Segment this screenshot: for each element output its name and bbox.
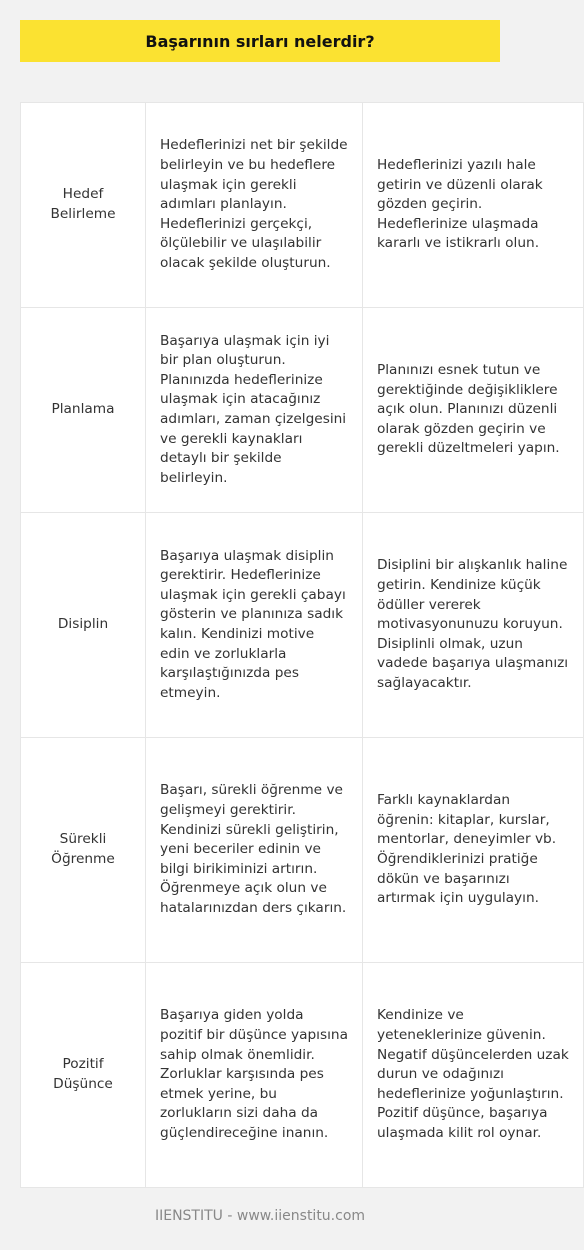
description-cell: Başarı, sürekli öğrenme ve gelişmeyi gerektirir. Kendinizi sürekli geliştirin, yeni beceriler edinin ve bilgi birikiminizi artırın. Öğrenmeye açık olun ve hatalarınızdan ders çıkarın. xyxy=(146,738,363,963)
tip-cell: Hedeflerinizi yazılı hale getirin ve düzenli olarak gözden geçirin. Hedeflerinize ulaşmada kararlı ve istikrarlı olun. xyxy=(363,103,584,308)
page-title: Başarının sırları nelerdir? xyxy=(145,31,375,51)
tip-cell: Kendinize ve yeteneklerinize güvenin. Negatif düşüncelerden uzak durun ve odağınızı hedeflerinize yoğunlaştırın. Pozitif düşünce, başarıya ulaşmada kilit rol oynar. xyxy=(363,963,584,1188)
topic-cell: Disiplin xyxy=(21,513,146,738)
tip-cell: Disiplini bir alışkanlık haline getirin. Kendinize küçük ödüller vererek motivasyonunuzu koruyun. Disiplinli olmak, uzun vadede başarıya ulaşmanızı sağlayacaktır. xyxy=(363,513,584,738)
description-cell: Hedeflerinizi net bir şekilde belirleyin ve bu hedeflere ulaşmak için gerekli adımları planlayın. Hedeflerinizi gerçekçi, ölçülebilir ve ulaşılabilir olacak şekilde oluşturun. xyxy=(146,103,363,308)
table-row xyxy=(21,308,584,513)
table-row xyxy=(21,963,584,1188)
tip-cell: Farklı kaynaklardan öğrenin: kitaplar, kurslar, mentorlar, deneyimler vb. Öğrendiklerinizi pratiğe dökün ve başarınızı artırmak için uygulayın. xyxy=(363,738,584,963)
table-row xyxy=(21,103,584,308)
description-cell: Başarıya ulaşmak için iyi bir plan oluşturun. Planınızda hedeflerinize ulaşmak için atacağınız adımları, zaman çizelgesini ve gerekli kaynakları detaylı bir şekilde belirleyin. xyxy=(146,308,363,513)
topic-cell: Hedef Belirleme xyxy=(21,103,146,308)
footer-credit: IIENSTITU - www.iienstitu.com xyxy=(154,1208,366,1224)
topic-cell: Sürekli Öğrenme xyxy=(21,738,146,963)
table-row xyxy=(21,738,584,963)
success-secrets-table xyxy=(20,102,584,1188)
tip-cell: Planınızı esnek tutun ve gerektiğinde değişikliklere açık olun. Planınızı düzenli olarak gözden geçirin ve gerekli düzeltmeleri yapın. xyxy=(363,308,584,513)
description-cell: Başarıya ulaşmak disiplin gerektirir. Hedeflerinize ulaşmak için gerekli çabayı gösterin ve planınıza sadık kalın. Kendinizi motive edin ve zorluklarla karşılaştığınızda pes etmeyin. xyxy=(146,513,363,738)
title-banner xyxy=(20,20,500,62)
table-row xyxy=(21,513,584,738)
topic-cell: Planlama xyxy=(21,308,146,513)
topic-cell: Pozitif Düşünce xyxy=(21,963,146,1188)
description-cell: Başarıya giden yolda pozitif bir düşünce yapısına sahip olmak önemlidir. Zorluklar karşısında pes etmek yerine, bu zorlukların sizi daha da güçlendireceğine inanın. xyxy=(146,963,363,1188)
